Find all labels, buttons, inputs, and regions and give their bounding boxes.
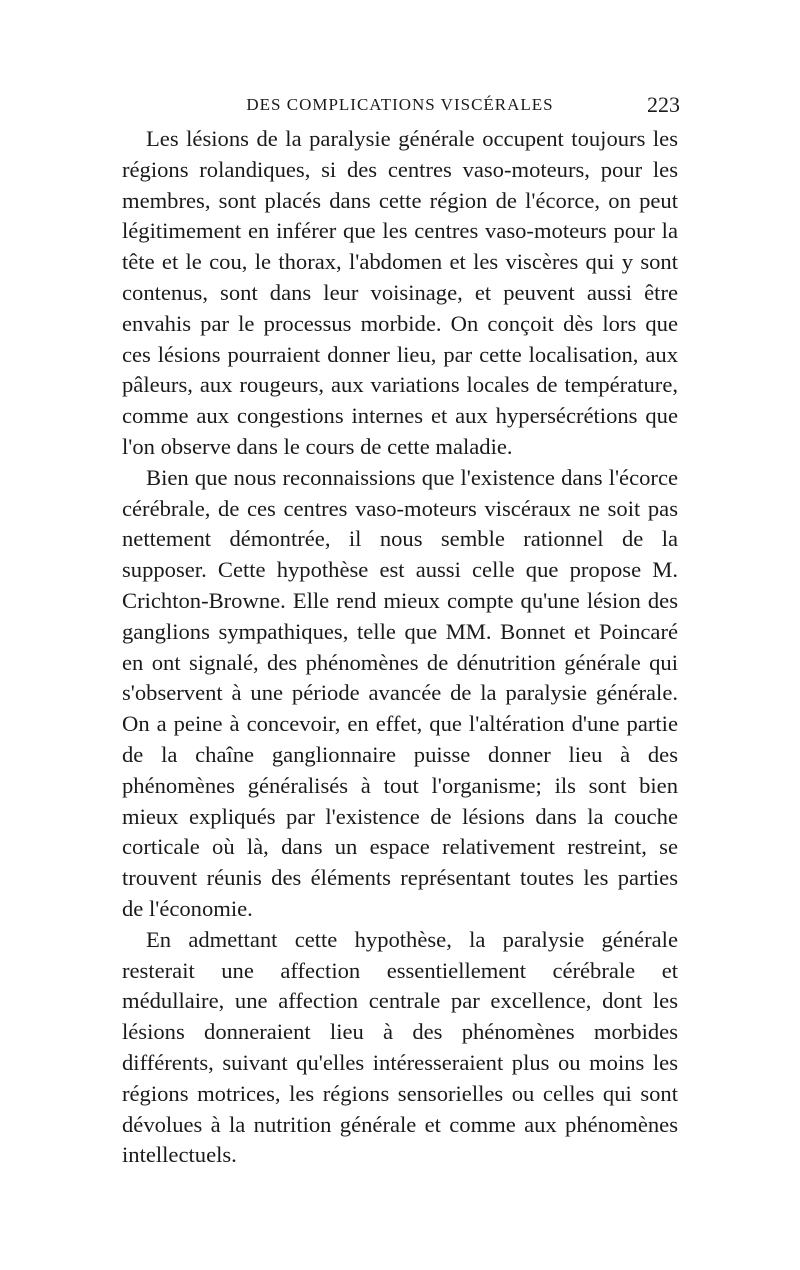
page-number: 223 xyxy=(647,92,680,117)
paragraph-1: Les lésions de la paralysie générale occupent toujours les régions rolandiques, si des centres vaso-moteurs, pour les membres, sont placés dans cette région de l'écorce, on peut légitimement en inférer que les centres vaso-moteurs pour la tête et le cou, le thorax, l'abdomen et les viscères qui y sont contenus, sont dans leur voisinage, et peuvent aussi être envahis par le processus morbide. On conçoit dès lors que ces lésions pourraient donner lieu, par cette localisation, aux pâleurs, aux rougeurs, aux variations locales de température, comme aux congestions internes et aux hypersécrétions que l'on observe dans le cours de cette maladie. xyxy=(122,126,678,459)
paragraph-3: En admettant cette hypothèse, la paralysie générale resterait une affection essentiellement cérébrale et médullaire, une affection centrale par excellence, dont les lésions donneraient lieu à des phénomènes morbides différents, suivant qu'elles intéresseraient plus ou moins les régions motrices, les régions sensorielles ou celles qui sont dévolues à la nutrition générale et comme aux phénomènes intellectuels. xyxy=(122,926,678,1168)
running-title: DES COMPLICATIONS VISCÉRALES xyxy=(246,95,554,114)
paragraph-2: Bien que nous reconnaissions que l'existence dans l'écorce cérébrale, de ces centres vaso-moteurs viscéraux ne soit pas nettement démontrée, il nous semble rationnel de la supposer. Cette hypothèse est aussi celle que propose M. Crichton-Browne. Elle rend mieux compte qu'une lésion des ganglions sympathiques, telle que MM. Bonnet et Poincaré en ont signalé, des phénomènes de dénutrition générale qui s'observent à une période avancée de la paralysie générale. On a peine à concevoir, en effet, que l'altération d'une partie de la chaîne ganglionnaire puisse donner lieu à des phénomènes généralisés à tout l'organisme; ils sont bien mieux expliqués par l'existence de lésions dans la couche corticale où là, dans un espace relativement restreint, se trouvent réunis des éléments représentant toutes les parties de l'économie. xyxy=(122,464,678,921)
running-head xyxy=(120,92,680,118)
body-text xyxy=(122,124,678,1171)
